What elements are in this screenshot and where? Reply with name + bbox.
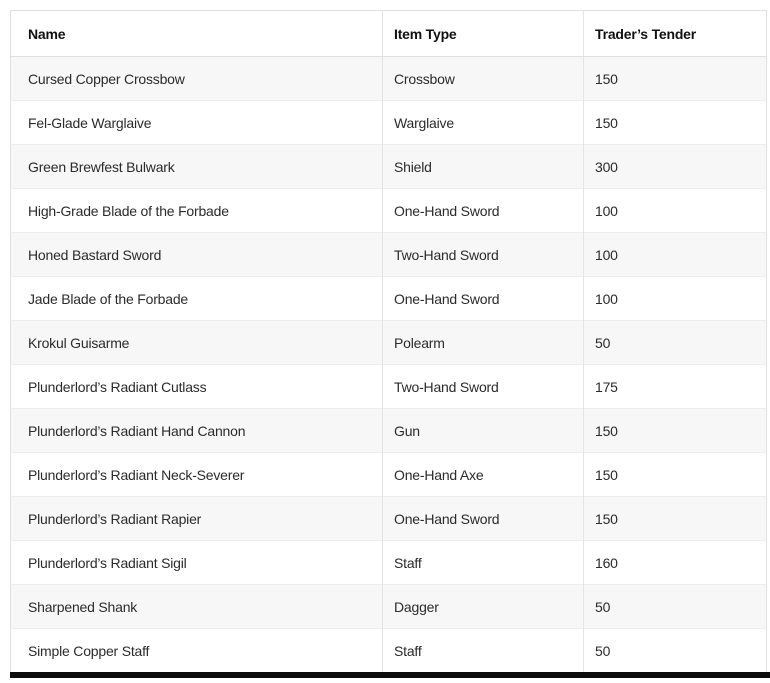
item-table-container: [10, 10, 766, 673]
table-row: [11, 497, 767, 541]
item-type-cell: Gun: [383, 409, 584, 453]
traders-tender-cell: 160: [584, 541, 767, 585]
header-row: [11, 11, 767, 57]
horizontal-scrollbar-thumb[interactable]: [10, 672, 770, 678]
traders-tender-cell: 300: [584, 145, 767, 189]
traders-tender-cell: 50: [584, 629, 767, 673]
item-type-cell: Shield: [383, 145, 584, 189]
traders-tender-cell: 100: [584, 189, 767, 233]
table-row: [11, 321, 767, 365]
traders-tender-cell: 150: [584, 497, 767, 541]
table-row: [11, 409, 767, 453]
item-type-cell: One-Hand Sword: [383, 189, 584, 233]
traders-tender-cell: 175: [584, 365, 767, 409]
item-name-cell: High-Grade Blade of the Forbade: [11, 189, 383, 233]
table-row: [11, 541, 767, 585]
item-name-cell: Fel-Glade Warglaive: [11, 101, 383, 145]
item-type-cell: Warglaive: [383, 101, 584, 145]
item-type-cell: Staff: [383, 541, 584, 585]
table-row: [11, 629, 767, 673]
traders-tender-cell: 100: [584, 277, 767, 321]
item-table: [10, 10, 767, 673]
item-name-cell: Green Brewfest Bulwark: [11, 145, 383, 189]
traders-tender-cell: 150: [584, 409, 767, 453]
table-row: [11, 145, 767, 189]
traders-tender-cell: 100: [584, 233, 767, 277]
item-name-cell: Simple Copper Staff: [11, 629, 383, 673]
table-row: [11, 365, 767, 409]
column-header-traders-tender: Trader’s Tender: [584, 11, 767, 57]
traders-tender-cell: 150: [584, 453, 767, 497]
item-name-cell: Plunderlord’s Radiant Neck-Severer: [11, 453, 383, 497]
item-name-cell: Plunderlord’s Radiant Cutlass: [11, 365, 383, 409]
item-type-cell: Two-Hand Sword: [383, 233, 584, 277]
item-name-cell: Plunderlord’s Radiant Sigil: [11, 541, 383, 585]
table-body: [11, 57, 767, 673]
table-row: [11, 453, 767, 497]
item-name-cell: Plunderlord’s Radiant Rapier: [11, 497, 383, 541]
table-row: [11, 101, 767, 145]
item-name-cell: Cursed Copper Crossbow: [11, 57, 383, 101]
item-type-cell: One-Hand Sword: [383, 277, 584, 321]
table-row: [11, 57, 767, 101]
item-name-cell: Jade Blade of the Forbade: [11, 277, 383, 321]
table-row: [11, 277, 767, 321]
item-name-cell: Plunderlord’s Radiant Hand Cannon: [11, 409, 383, 453]
item-type-cell: Crossbow: [383, 57, 584, 101]
item-type-cell: Polearm: [383, 321, 584, 365]
traders-tender-cell: 50: [584, 321, 767, 365]
item-name-cell: Honed Bastard Sword: [11, 233, 383, 277]
traders-tender-cell: 150: [584, 101, 767, 145]
traders-tender-cell: 150: [584, 57, 767, 101]
item-name-cell: Sharpened Shank: [11, 585, 383, 629]
item-type-cell: One-Hand Axe: [383, 453, 584, 497]
table-row: [11, 189, 767, 233]
table-row: [11, 585, 767, 629]
item-type-cell: Staff: [383, 629, 584, 673]
column-header-item-type: Item Type: [383, 11, 584, 57]
column-header-name: Name: [11, 11, 383, 57]
traders-tender-cell: 50: [584, 585, 767, 629]
item-name-cell: Krokul Guisarme: [11, 321, 383, 365]
item-type-cell: Two-Hand Sword: [383, 365, 584, 409]
item-type-cell: One-Hand Sword: [383, 497, 584, 541]
item-type-cell: Dagger: [383, 585, 584, 629]
horizontal-scrollbar[interactable]: [10, 672, 770, 678]
table-row: [11, 233, 767, 277]
